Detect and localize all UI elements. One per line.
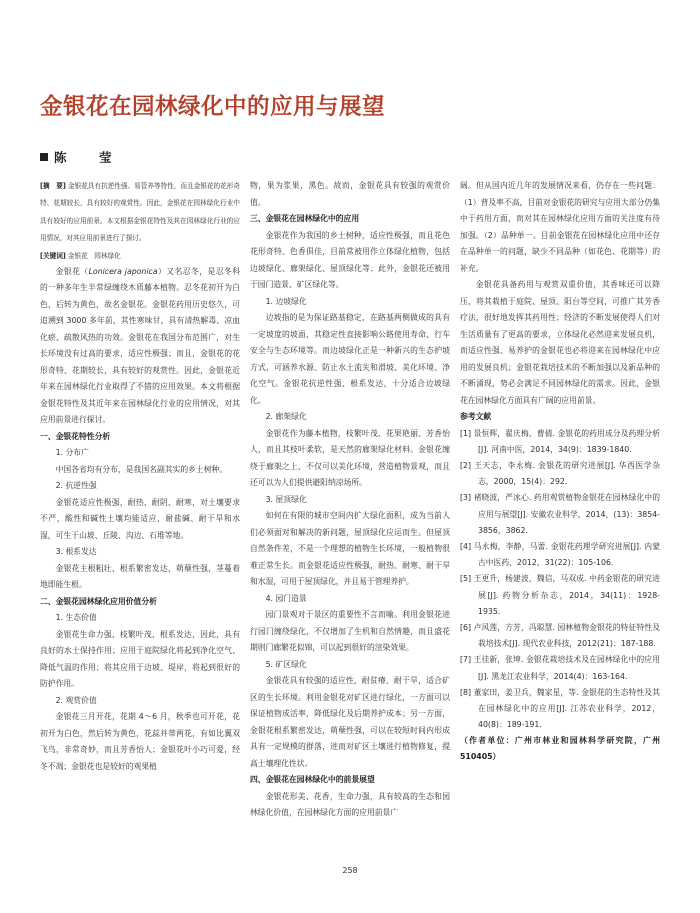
subsection-heading: 2. 廊架绿化: [265, 412, 307, 421]
reference-item: [6] 卢风莲，方芳，冯聪慧. 园林植物金银花的特征特性及栽培技术[J]. 现代农业科技，2012(21)：187-188.: [460, 622, 660, 649]
reference-item: [1] 景恒辉，翟庆梅，曹倩. 金银花的药用成分及药理分析[J]. 河南中医，2014，34(9)：1839-1840.: [460, 428, 660, 454]
author-line: [40, 148, 122, 166]
subsection-heading: 3. 屋顶绿化: [265, 494, 307, 504]
paragraph: 金银花三月开花，花期 4～6 月，秋季也可开花，花初开为白色，然后转为黄色，花蕊并蒂两花，有如比翼双飞鸟，非常奇妙，而且芳香怡人；金银花叶小巧可爱，经冬不凋；金银花也是较好的观果植: [40, 712, 240, 771]
column-3: [460, 178, 660, 765]
paragraph: 金银花具有较强的适应性，耐贫瘠、耐干旱，适合矿区的生长环境。利用金银花对矿区进行绿化，一方面可以保证植物成活率，降低绿化及后期养护成本；另一方面，金银花根系繁密发达，萌蘖性强，可以在较短时间内形成具有一定规模的群落，进而对矿区土壤进行植物修复，提高土壤理化性状。: [250, 676, 450, 768]
latin-name: Lonicera japonica: [88, 266, 158, 276]
references-heading: 参考文献: [460, 412, 492, 421]
keywords-text: 金银花 园林绿化: [67, 251, 121, 260]
keywords-label: [关键词]: [40, 251, 66, 260]
section-heading-3: 三、金银花在园林绿化中的应用: [250, 214, 360, 223]
paragraph: 金银花作为我国的乡土树种，适应性极强，而且花色花形奇特、色香俱佳，目前常被用作立体绿化植物，包括边坡绿化、廊架绿化、屋顶绿化等；此外，金银花还被用于园门造景、矿区绿化等。: [250, 230, 450, 289]
reference-list: [460, 426, 660, 734]
subsection-heading: 2. 抗逆性强: [55, 481, 97, 491]
paragraph: 金银花作为藤本植物，枝繁叶茂、花果艳丽、芳香怡人，而且其枝叶柔软，是天然的廊架绿化材料。金银花缠绕于廊架之上，不仅可以美化环境，营造植物景观，而且还可以为人们提供避阳纳凉场所。: [250, 428, 450, 487]
paragraph: 金银花主根粗壮、根系繁密发达，萌蘖性强，茎蔓着地即能生根。: [40, 563, 240, 590]
square-bullet-icon: [40, 153, 48, 161]
reference-item: [4] 马永梅，李静，马蕾. 金银花药理学研究进展[J]. 内蒙古中医药，2012，31(22)：105-106.: [460, 541, 660, 568]
author-affiliation: （作者单位：广州市林业和园林科学研究院，广州 510405）: [460, 736, 660, 762]
paragraph: 中国各省均有分布，是我国名副其实的乡土树种。: [55, 464, 228, 474]
intro-text-1: 金银花（: [55, 266, 89, 276]
abstract: [40, 178, 240, 248]
subsection-heading: 1. 边坡绿化: [265, 296, 307, 306]
abstract-text: 金银花具有抗逆性强、易管养等特性，而且金银花的花形奇特、花期较长，具有较好的观赏性。因此，金银花在园林绿化行业中具有较好的应用前景。本文根据金银花特性及其在园林绿化行业的应用情况，对其应用前景进行了探讨。: [40, 182, 241, 243]
reference-item: [7] 王佳新，张坤. 金银花栽培技术及在园林绿化中的应用[J]. 黑龙江农业科学，2014(4)：163-164.: [460, 655, 660, 681]
subsection-heading: 4. 园门造景: [265, 593, 307, 603]
reference-item: [5] 王更升，杨建波，魏信，马双成. 中药金银花的研究进展[J]. 药物分析杂志，2014，34(11)：1928-1935.: [460, 574, 660, 616]
subsection-heading: 2. 观赏价值: [55, 695, 97, 705]
column-1: [40, 178, 240, 775]
abstract-label: [摘 要]: [40, 182, 66, 190]
paragraph: 金银花适应性极强，耐热、耐阴、耐寒，对土壤要求不严，酸性和碱性土壤均能适应，耐盐碱、耐干旱和水湿，可生于山坡、丘陵、沟边、石堆等地。: [40, 497, 240, 540]
paragraph: 金银花形美、花香，生命力强，具有较高的生态和园林绿化价值，在园林绿化方面的应用前景广: [250, 791, 450, 817]
subsection-heading: 1. 生态价值: [55, 613, 97, 623]
column-2: [250, 178, 450, 822]
section-heading-1: 一、金银花特性分析: [40, 431, 111, 441]
reference-item: [3] 褚晓波，严冰心. 药用观赏植物金银花在园林绿化中的应用与展望[J]. 安徽农业科学，2014，(13)：3854-3856，3862.: [460, 493, 660, 535]
subsection-heading: 1. 分布广: [55, 448, 89, 458]
intro-text-2: ）又名忍冬，是忍冬科的一种多年生半常绿缠绕木质藤本植物。忍冬花初开为白色，后转为黄色，故名金银花。金银花药用历史悠久，可追溯到 3000 多年前，其性寒味甘，具有清热解毒、凉血化瘀、疏散风热的功效。金银花在我国分布范围广，对生长环境没有过高的要求，适应性极强；而且，金银花的花形奇特、花期较长，具有较好的观赏性。因此，金银花近年来在园林绿化行业取得了不错的应用效果。本文将根据金银花特性及其近年来在园林绿化行业的应用情况，对其应用前景进行探讨。: [40, 266, 241, 425]
paragraph: 阔。但从国内近几年的发展情况来看，仍存在一些问题：（1）普及率不高，目前对金银花的研究与应用大部分仍集中于药用方面，而对其在园林绿化应用方面的关注度有待加强。（2）品种单一。目前金银花在园林绿化应用中还存在品种单一的问题，缺少不同品种（如花色、花期等）的补充。: [460, 181, 660, 273]
author-name: 陈 莹: [54, 150, 122, 165]
subsection-heading: 5. 矿区绿化: [265, 659, 307, 669]
keywords: [40, 248, 240, 264]
article-title: 金银花在园林绿化中的应用与展望: [40, 94, 386, 120]
paragraph: 金银花生命力强、枝繁叶茂、根系发达，因此，具有良好的水土保持作用；应用于庭院绿化将起到净化空气、降低气温的作用；将其应用于边坡、堤岸，将起到很好的防护作用。: [40, 629, 240, 689]
paragraph: 物，果为浆果，黑色。故而，金银花具有较强的观赏价值。: [250, 181, 450, 207]
paragraph: 如何在有限的城市空间内扩大绿化面积，成为当前人们必须面对和解决的新问题，屋顶绿化应运而生。但屋顶自然条件差，不是一个理想的植物生长环境，一般植物很难正常生长。而金银花适应性极强，耐热、耐寒、耐干旱和水湿，可用于屋顶绿化，并且易于管理养护。: [250, 511, 450, 586]
subsection-heading: 3. 根系发达: [55, 547, 97, 557]
intro-paragraph: [40, 264, 240, 429]
paragraph: 金银花具备药用与观赏双重价值，其香味还可以降压，将其栽植于庭院、屋顶、阳台等空间，可推广其芳香疗法，很好地发挥其药用性；经济的不断发展使得人们对生活质量有了更高的要求，立体绿化必然迎来发展良机，而适应性强、易养护的金银花也必将迎来在园林绿化中应用的发展良机；金银花栽培技术的不断加强以及新品种的不断涌现，势必会满足不同园林绿化的需求。因此，金银花在园林绿化方面具有广阔的应用前景。: [460, 280, 660, 405]
reference-item: [2] 王天志，李永梅. 金银花的研究进展[J]. 华西医学杂志，2000，15(4)：292.: [460, 460, 660, 487]
paragraph: 边坡指的是为保证路基稳定，在路基两侧做成的具有一定坡度的坡面，其稳定性直接影响公路使用寿命、行车安全与生态环境等。而边坡绿化正是一种新兴的生态护坡方式，可涵养水源、防止水土流失和滑坡、美化环境、净化空气。金银花抗逆性强、根系发达，十分适合边坡绿化。: [250, 313, 450, 405]
section-heading-2: 二、金银花园林绿化应用价值分析: [40, 596, 157, 606]
page-number: 258: [342, 866, 358, 875]
paragraph: 园门景观对于景区的重要性不言而喻。利用金银花进行园门缠绕绿化，不仅增加了生机和自然情趣，而且盛花期则门廊繁花似锦，可以起到很好的渲染效果。: [250, 610, 450, 652]
section-heading-4: 四、金银花在园林绿化中的前景展望: [250, 775, 375, 784]
reference-item: [8] 董家田，姜卫兵，魏家星，等. 金银花的生态特性及其在园林绿化中的应用[J]. 江苏农业科学，2012，40(8)：189-191.: [460, 687, 660, 730]
